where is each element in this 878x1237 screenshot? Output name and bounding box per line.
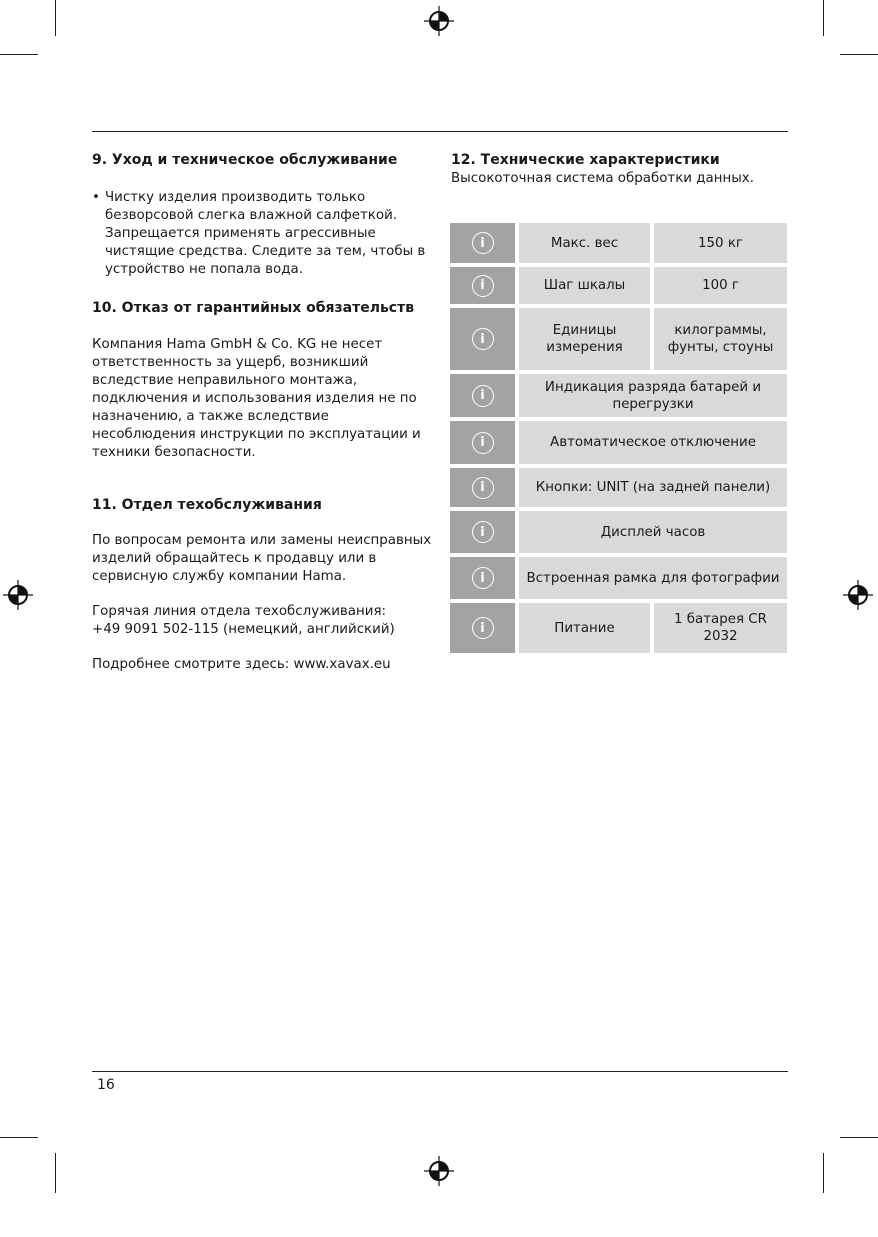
info-cell [450,223,515,263]
info-cell [450,374,515,417]
spec-feature: Кнопки: UNIT (на задней панели) [519,468,787,507]
crop-mark-bottom-right-h [840,1137,878,1138]
info-icon: i [472,328,494,350]
spec-feature: Встроенная рамка для фотографии [519,557,787,599]
info-icon: i [472,385,494,407]
info-icon: i [472,567,494,589]
spec-label: Питание [519,603,650,653]
right-column [451,150,788,188]
page-number: 16 [97,1077,115,1093]
spec-row-photo-frame [450,557,787,599]
section-9-bullet-list [92,189,432,279]
list-item [92,189,432,279]
crop-mark-top-right-h [840,54,878,55]
spec-row-clock-display [450,511,787,553]
spec-row-max-weight [450,223,787,263]
spec-feature: Дисплей часов [519,511,787,553]
more-info-link: Подробнее смотрите здесь: www.xavax.eu [92,657,391,672]
spec-label: Макс. вес [519,223,650,263]
spec-table [450,223,787,657]
hotline-number: +49 9091 502-115 (немецкий, английский) [92,622,395,637]
bullet-icon: • [92,190,100,205]
registration-mark-left-icon [3,580,33,610]
spec-row-scale-step [450,267,787,304]
section-11-paragraph: По вопросам ремонта или замены неисправных изделий обращайтесь к продавцу или в сервисную службу компании Hama. [92,533,432,584]
registration-mark-bottom-icon [424,1156,454,1186]
spec-label: Шаг шкалы [519,267,650,304]
info-cell [450,267,515,304]
spec-feature: Индикация разряда батарей и перегрузки [519,374,787,417]
spec-label: Единицы измерения [519,308,650,370]
info-cell [450,421,515,464]
spec-value: 150 кг [654,223,787,263]
spec-feature: Автоматическое отключение [519,421,787,464]
section-10-text: Компания Hama GmbH & Co. KG не несет ответственность за ущерб, возникший вследствие неправильного монтажа, подключения и использования изделия не по назначению, а также вследствие несоблюдения инструкции по эксплуатации и техники безопасности. [92,337,421,460]
spec-row-buttons [450,468,787,507]
header-rule [92,131,788,132]
info-icon: i [472,521,494,543]
spec-value: 1 батарея CR 2032 [654,603,787,653]
crop-mark-bottom-right-v [823,1153,824,1193]
spec-row-units [450,308,787,370]
left-column [92,150,432,674]
info-icon: i [472,432,494,454]
info-cell [450,308,515,370]
section-11-heading: 11. Отдел техобслуживания [92,497,322,513]
crop-mark-bottom-left-h [0,1137,38,1138]
crop-mark-top-left-v [55,0,56,36]
info-cell [450,511,515,553]
info-icon: i [472,232,494,254]
section-10-heading: 10. Отказ от гарантийных обязательств [92,300,415,316]
crop-mark-top-right-v [823,0,824,36]
bullet-text: Чистку изделия производить только безворсовой слегка влажной салфеткой. Запрещается применять агрессивные чистящие средства. Следите за тем, чтобы в устройство не попала вода. [105,190,426,277]
info-icon: i [472,477,494,499]
info-icon: i [472,275,494,297]
spec-row-power [450,603,787,653]
spec-row-battery-indicator [450,374,787,417]
info-cell [450,557,515,599]
registration-mark-top-icon [424,6,454,36]
hotline-label: Горячая линия отдела техобслуживания: [92,604,387,619]
section-12-heading: 12. Технические характеристики [451,152,720,168]
footer-rule [92,1071,788,1072]
info-icon: i [472,617,494,639]
crop-mark-bottom-left-v [55,1153,56,1193]
registration-mark-right-icon [843,580,873,610]
crop-mark-top-left-h [0,54,38,55]
spec-value: 100 г [654,267,787,304]
info-cell [450,603,515,653]
spec-value: килограммы, фунты, стоуны [654,308,787,370]
info-cell [450,468,515,507]
spec-row-auto-off [450,421,787,464]
section-12-subtitle: Высокоточная система обработки данных. [451,171,754,186]
section-9-heading: 9. Уход и техническое обслуживание [92,152,398,168]
